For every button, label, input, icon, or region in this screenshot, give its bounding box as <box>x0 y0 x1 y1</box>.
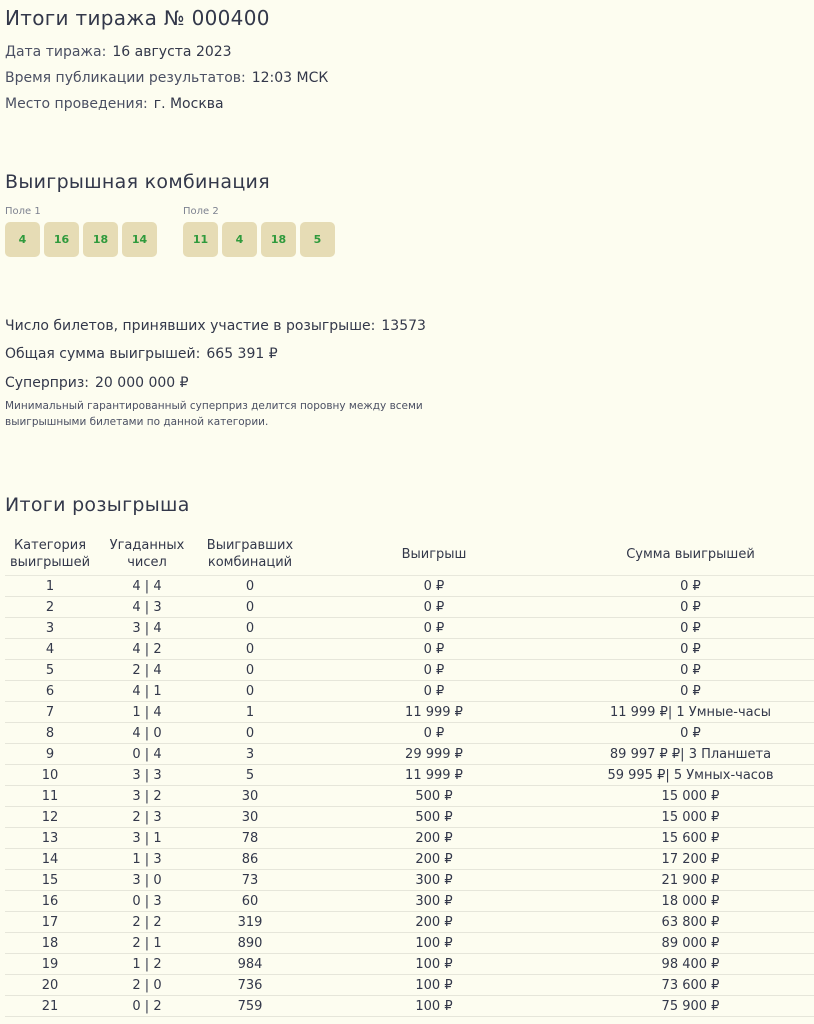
cell-winning-combinations: 984 <box>199 954 301 975</box>
cell-guessed: 2 | 3 <box>95 807 199 828</box>
table-row <box>5 597 814 618</box>
superprize-label: Суперприз: <box>5 375 90 391</box>
cell-category: 10 <box>5 765 95 786</box>
field-1-ball: 16 <box>44 222 79 257</box>
table-row <box>5 828 814 849</box>
table-row <box>5 870 814 891</box>
results-heading: Итоги розыгрыша <box>5 494 190 516</box>
column-header-category: Категория выигрышей <box>5 533 95 576</box>
cell-winning-combinations: 759 <box>199 996 301 1017</box>
cell-winning-combinations: 890 <box>199 933 301 954</box>
column-header-winning-combinations: Выигравших комбинаций <box>199 533 301 576</box>
cell-guessed: 2 | 2 <box>95 912 199 933</box>
table-row <box>5 702 814 723</box>
table-row <box>5 744 814 765</box>
table-row <box>5 681 814 702</box>
cell-category: 3 <box>5 618 95 639</box>
table-row <box>5 975 814 996</box>
cell-prize-sum: 75 900 ₽ <box>567 996 814 1017</box>
cell-category: 15 <box>5 870 95 891</box>
cell-winning-combinations: 3 <box>199 744 301 765</box>
cell-winning-combinations: 0 <box>199 660 301 681</box>
field-2-ball: 11 <box>183 222 218 257</box>
cell-guessed: 1 | 4 <box>95 702 199 723</box>
page-title: Итоги тиража № 000400 <box>5 6 270 30</box>
cell-winning-combinations: 0 <box>199 639 301 660</box>
cell-winning-combinations: 0 <box>199 681 301 702</box>
cell-prize-sum: 0 ₽ <box>567 597 814 618</box>
results-table <box>5 533 814 1017</box>
cell-guessed: 4 | 0 <box>95 723 199 744</box>
tickets-count-label: Число билетов, принявших участие в розыгрыше: <box>5 318 376 334</box>
cell-category: 18 <box>5 933 95 954</box>
field-1-ball: 14 <box>122 222 157 257</box>
table-row <box>5 639 814 660</box>
total-winnings <box>5 346 278 362</box>
cell-guessed: 3 | 0 <box>95 870 199 891</box>
cell-category: 21 <box>5 996 95 1017</box>
cell-prize-sum: 0 ₽ <box>567 618 814 639</box>
cell-prize: 0 ₽ <box>301 723 567 744</box>
cell-category: 9 <box>5 744 95 765</box>
superprize-value: 20 000 000 ₽ <box>95 375 189 391</box>
cell-category: 2 <box>5 597 95 618</box>
cell-category: 6 <box>5 681 95 702</box>
cell-prize: 0 ₽ <box>301 660 567 681</box>
table-row <box>5 807 814 828</box>
table-row <box>5 660 814 681</box>
cell-category: 8 <box>5 723 95 744</box>
cell-prize-sum: 63 800 ₽ <box>567 912 814 933</box>
cell-prize-sum: 15 600 ₽ <box>567 828 814 849</box>
cell-category: 5 <box>5 660 95 681</box>
table-row <box>5 576 814 597</box>
table-row <box>5 912 814 933</box>
publish-time-label: Время публикации результатов: <box>5 70 246 86</box>
publish-time-value: 12:03 МСК <box>251 70 329 86</box>
cell-prize: 500 ₽ <box>301 807 567 828</box>
table-row <box>5 765 814 786</box>
cell-prize: 0 ₽ <box>301 639 567 660</box>
cell-prize: 100 ₽ <box>301 954 567 975</box>
cell-prize-sum: 18 000 ₽ <box>567 891 814 912</box>
cell-prize: 200 ₽ <box>301 912 567 933</box>
table-row <box>5 786 814 807</box>
cell-category: 12 <box>5 807 95 828</box>
table-row <box>5 618 814 639</box>
cell-prize-sum: 0 ₽ <box>567 723 814 744</box>
cell-guessed: 2 | 0 <box>95 975 199 996</box>
field-1 <box>5 206 157 257</box>
superprize <box>5 375 189 391</box>
publish-time <box>5 70 328 86</box>
cell-prize: 11 999 ₽ <box>301 765 567 786</box>
cell-prize-sum: 89 997 ₽ ₽| 3 Планшета <box>567 744 814 765</box>
table-row <box>5 891 814 912</box>
cell-prize-sum: 11 999 ₽| 1 Умные-часы <box>567 702 814 723</box>
cell-guessed: 3 | 1 <box>95 828 199 849</box>
cell-winning-combinations: 0 <box>199 618 301 639</box>
cell-prize: 29 999 ₽ <box>301 744 567 765</box>
cell-winning-combinations: 78 <box>199 828 301 849</box>
field-2 <box>183 206 335 257</box>
cell-category: 14 <box>5 849 95 870</box>
cell-guessed: 4 | 1 <box>95 681 199 702</box>
superprize-note: Минимальный гарантированный суперприз делится поровну между всеми выигрышными билетами по данной категории. <box>5 400 423 428</box>
cell-prize-sum: 59 995 ₽| 5 Умных-часов <box>567 765 814 786</box>
cell-prize: 100 ₽ <box>301 996 567 1017</box>
total-winnings-label: Общая сумма выигрышей: <box>5 346 201 362</box>
cell-prize: 200 ₽ <box>301 849 567 870</box>
cell-winning-combinations: 60 <box>199 891 301 912</box>
tickets-count-value: 13573 <box>381 318 426 334</box>
cell-category: 19 <box>5 954 95 975</box>
cell-winning-combinations: 0 <box>199 723 301 744</box>
cell-winning-combinations: 319 <box>199 912 301 933</box>
field-1-label: Поле 1 <box>5 206 41 217</box>
cell-prize: 500 ₽ <box>301 786 567 807</box>
cell-prize: 100 ₽ <box>301 975 567 996</box>
cell-winning-combinations: 86 <box>199 849 301 870</box>
cell-prize: 300 ₽ <box>301 870 567 891</box>
cell-guessed: 4 | 3 <box>95 597 199 618</box>
table-row <box>5 849 814 870</box>
cell-prize-sum: 15 000 ₽ <box>567 786 814 807</box>
cell-guessed: 2 | 4 <box>95 660 199 681</box>
cell-prize: 300 ₽ <box>301 891 567 912</box>
column-header-guessed: Угаданных чисел <box>95 533 199 576</box>
column-header-prize: Выигрыш <box>301 533 567 576</box>
winning-combination-heading: Выигрышная комбинация <box>5 171 270 193</box>
cell-guessed: 1 | 3 <box>95 849 199 870</box>
cell-guessed: 3 | 3 <box>95 765 199 786</box>
cell-category: 11 <box>5 786 95 807</box>
field-2-label: Поле 2 <box>183 206 219 217</box>
cell-category: 20 <box>5 975 95 996</box>
venue <box>5 96 224 112</box>
cell-winning-combinations: 0 <box>199 597 301 618</box>
cell-guessed: 2 | 1 <box>95 933 199 954</box>
cell-guessed: 0 | 4 <box>95 744 199 765</box>
cell-winning-combinations: 73 <box>199 870 301 891</box>
cell-prize-sum: 0 ₽ <box>567 576 814 597</box>
cell-winning-combinations: 736 <box>199 975 301 996</box>
cell-guessed: 3 | 4 <box>95 618 199 639</box>
results-header-row <box>5 533 814 576</box>
cell-prize: 0 ₽ <box>301 681 567 702</box>
cell-prize-sum: 21 900 ₽ <box>567 870 814 891</box>
cell-category: 13 <box>5 828 95 849</box>
field-1-ball: 4 <box>5 222 40 257</box>
cell-guessed: 1 | 2 <box>95 954 199 975</box>
cell-prize-sum: 0 ₽ <box>567 660 814 681</box>
cell-prize: 0 ₽ <box>301 618 567 639</box>
field-1-ball: 18 <box>83 222 118 257</box>
field-2-ball: 5 <box>300 222 335 257</box>
tickets-count <box>5 318 426 334</box>
cell-prize-sum: 15 000 ₽ <box>567 807 814 828</box>
cell-guessed: 0 | 2 <box>95 996 199 1017</box>
field-2-ball: 4 <box>222 222 257 257</box>
cell-winning-combinations: 30 <box>199 807 301 828</box>
cell-prize-sum: 0 ₽ <box>567 639 814 660</box>
cell-prize: 0 ₽ <box>301 597 567 618</box>
draw-date-label: Дата тиража: <box>5 44 107 60</box>
table-row <box>5 723 814 744</box>
cell-winning-combinations: 30 <box>199 786 301 807</box>
column-header-prize-sum: Сумма выигрышей <box>567 533 814 576</box>
cell-guessed: 4 | 2 <box>95 639 199 660</box>
cell-category: 7 <box>5 702 95 723</box>
venue-value: г. Москва <box>153 96 224 112</box>
field-2-ball: 18 <box>261 222 296 257</box>
cell-category: 17 <box>5 912 95 933</box>
total-winnings-value: 665 391 ₽ <box>206 346 278 362</box>
cell-prize: 0 ₽ <box>301 576 567 597</box>
draw-date-value: 16 августа 2023 <box>112 44 232 60</box>
draw-date <box>5 44 232 60</box>
cell-prize: 11 999 ₽ <box>301 702 567 723</box>
cell-prize: 200 ₽ <box>301 828 567 849</box>
table-row <box>5 996 814 1017</box>
table-row <box>5 954 814 975</box>
cell-winning-combinations: 0 <box>199 576 301 597</box>
table-row <box>5 933 814 954</box>
cell-prize-sum: 89 000 ₽ <box>567 933 814 954</box>
cell-guessed: 4 | 4 <box>95 576 199 597</box>
cell-prize-sum: 98 400 ₽ <box>567 954 814 975</box>
cell-guessed: 3 | 2 <box>95 786 199 807</box>
cell-prize: 100 ₽ <box>301 933 567 954</box>
cell-prize-sum: 17 200 ₽ <box>567 849 814 870</box>
venue-label: Место проведения: <box>5 96 148 112</box>
cell-category: 16 <box>5 891 95 912</box>
results-body <box>5 576 814 1017</box>
cell-prize-sum: 0 ₽ <box>567 681 814 702</box>
cell-guessed: 0 | 3 <box>95 891 199 912</box>
cell-category: 4 <box>5 639 95 660</box>
cell-winning-combinations: 1 <box>199 702 301 723</box>
cell-prize-sum: 73 600 ₽ <box>567 975 814 996</box>
cell-winning-combinations: 5 <box>199 765 301 786</box>
cell-category: 1 <box>5 576 95 597</box>
